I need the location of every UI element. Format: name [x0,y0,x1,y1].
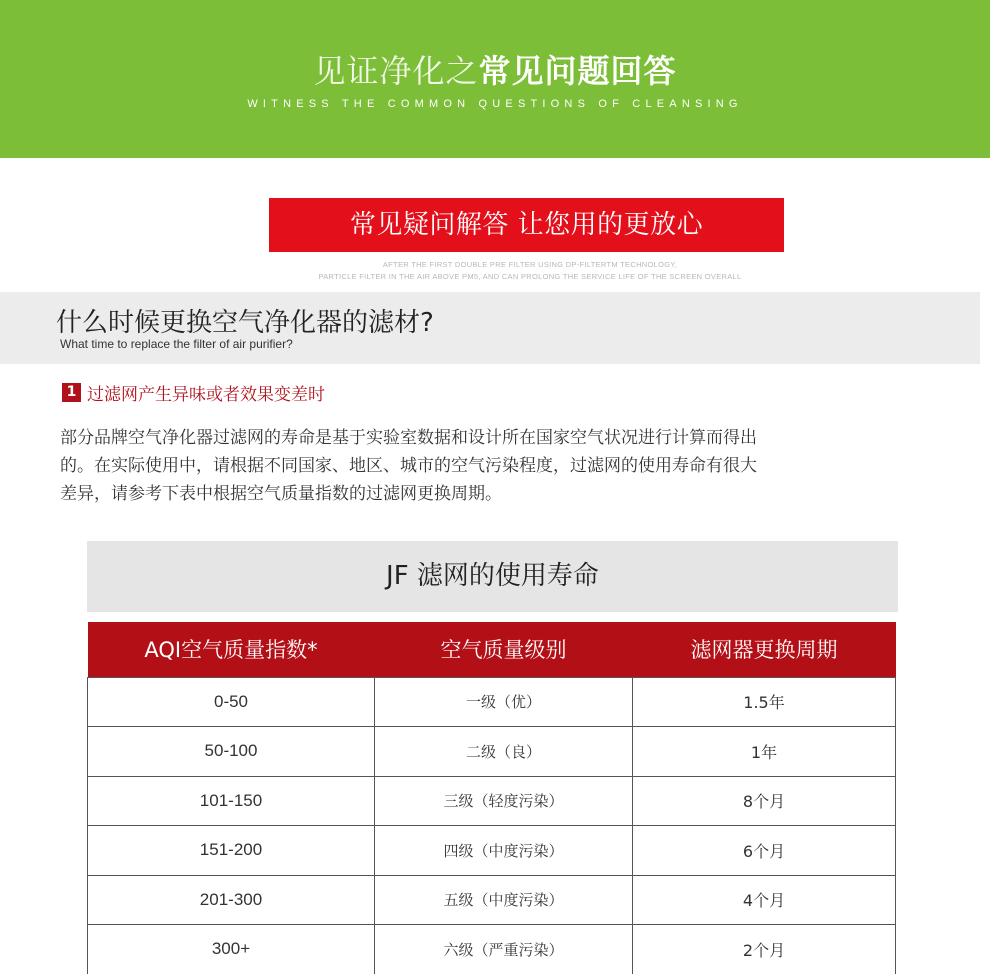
replacement-cycle-cell: 6个月 [633,826,896,876]
answer-point [62,382,325,405]
quality-level-cell: 六级（严重污染） [375,925,633,974]
aqi-range-cell: 300+ [88,925,375,974]
aqi-range-cell: 0-50 [88,677,375,727]
table-row [88,875,896,925]
table-row [88,776,896,826]
header-air-quality-level: 空气质量级别 [375,622,633,677]
replacement-cycle-cell: 8个月 [633,776,896,826]
aqi-range-cell: 201-300 [88,875,375,925]
quality-level-cell: 五级（中度污染） [375,875,633,925]
aqi-range-cell: 101-150 [88,776,375,826]
replacement-cycle-cell: 4个月 [633,875,896,925]
quality-level-cell: 四级（中度污染） [375,826,633,876]
replacement-cycle-cell: 1年 [633,727,896,777]
paragraph-line-3: 差异，请参考下表中根据空气质量指数的过滤网更换周期。 [60,484,502,504]
point-number-badge: 1 [62,383,81,402]
aqi-range-cell: 151-200 [88,826,375,876]
table-title: JF 滤网的使用寿命 [87,541,898,612]
aqi-range-cell: 50-100 [88,727,375,777]
paragraph-line-2: 的。在实际使用中，请根据不同国家、地区、城市的空气污染程度，过滤网的使用寿命有很大 [60,456,757,476]
question-subtitle: What time to replace the filter of air purifier? [60,337,293,351]
page-title-light: 见证净化之 [313,52,479,90]
banner-caption-line-1: AFTER THE FIRST DOUBLE PRE FILTER USING DP-FILTERTM TECHNOLOGY, [382,260,678,269]
replacement-cycle-cell: 2个月 [633,925,896,974]
filter-life-table [87,622,896,974]
table-row [88,727,896,777]
header-aqi: AQI空气质量指数* [88,622,375,677]
table-header-row [88,622,896,677]
paragraph-line-1: 部分品牌空气净化器过滤网的寿命是基于实验室数据和设计所在国家空气状况进行计算而得出 [60,428,757,448]
page-title [0,46,990,92]
faq-banner: 常见疑问解答 让您用的更放心 [269,198,784,252]
replacement-cycle-cell: 1.5年 [633,677,896,727]
header-replacement-cycle: 滤网器更换周期 [633,622,896,677]
table-row [88,925,896,974]
table-row [88,677,896,727]
question-title: 什么时候更换空气净化器的滤材? [56,308,434,338]
quality-level-cell: 二级（良） [375,727,633,777]
quality-level-cell: 三级（轻度污染） [375,776,633,826]
quality-level-cell: 一级（优） [375,677,633,727]
point-text: 过滤网产生异味或者效果变差时 [87,384,325,405]
banner-caption-line-2: PARTICLE FILTER IN THE AIR ABOVE PM5, AND CAN PROLONG THE SERVICE LIFE OF THE SCREEN OVERALL [318,272,742,281]
answer-paragraph [60,424,880,508]
page-subtitle: WITNESS THE COMMON QUESTIONS OF CLEANSING [247,98,743,110]
table-row [88,826,896,876]
page-title-bold: 常见问题回答 [478,52,677,90]
